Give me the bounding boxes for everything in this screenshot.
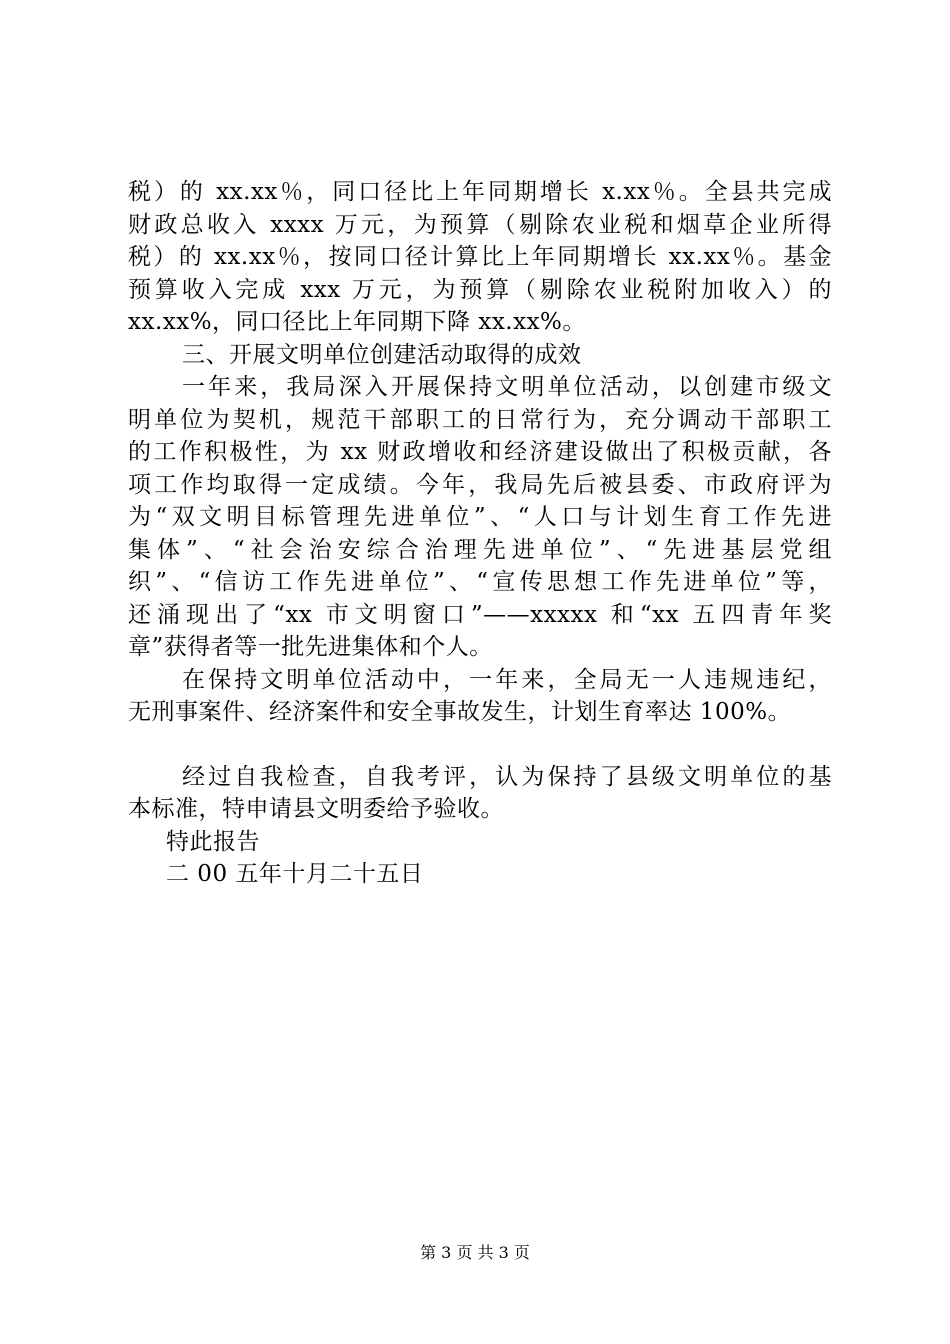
body-line: 织”、“信访工作先进单位”、“宣传思想工作先进单位”等， bbox=[128, 569, 832, 595]
body-line: 明单位为契机，规范干部职工的日常行为，充分调动干部职工 bbox=[128, 406, 832, 433]
body-line: 税）的 xx.xx％，按同口径计算比上年同期增长 xx.xx％。基金 bbox=[128, 244, 832, 270]
body-line: 无刑事案件、经济案件和安全事故发生，计划生育率达 100%。 bbox=[128, 699, 792, 725]
body-line: 项工作均取得一定成绩。今年，我局先后被县委、市政府评为 bbox=[128, 471, 832, 498]
body-line: 章”获得者等一批先进集体和个人。 bbox=[128, 634, 493, 660]
body-line: 经过自我检查，自我考评，认为保持了县级文明单位的基 bbox=[182, 763, 832, 790]
body-line: 本标准，特申请县文明委给予验收。 bbox=[128, 796, 504, 822]
body-line: 在保持文明单位活动中，一年来，全局无一人违规违纪， bbox=[182, 666, 832, 693]
body-line: xx.xx%，同口径比上年同期下降 xx.xx%。 bbox=[128, 309, 586, 335]
paragraph-gap bbox=[128, 729, 832, 761]
page-footer: 第 3 页 共 3 页 bbox=[420, 1243, 530, 1262]
section-heading: 三、开展文明单位创建活动取得的成效 bbox=[182, 341, 582, 368]
document-body bbox=[128, 176, 832, 891]
body-line: 的工作积极性，为 xx 财政增收和经济建设做出了积极贡献，各 bbox=[128, 439, 832, 465]
document-date: 二 00 五年十月二十五日 bbox=[166, 861, 424, 887]
body-line: 一年来，我局深入开展保持文明单位活动，以创建市级文 bbox=[182, 374, 832, 400]
closing-phrase: 特此报告 bbox=[166, 828, 260, 855]
body-line: 税）的 xx.xx％，同口径比上年同期增长 x.xx％。全县共完成 bbox=[128, 179, 832, 205]
body-line: 集体”、“社会治安综合治理先进单位”、“先进基层党组 bbox=[128, 536, 832, 563]
body-line: 为“双文明目标管理先进单位”、“人口与计划生育工作先进 bbox=[128, 504, 832, 530]
body-line: 财政总收入 xxxx 万元，为预算（剔除农业税和烟草企业所得 bbox=[128, 211, 832, 238]
body-line: 还涌现出了“xx 市文明窗口”——xxxxx 和“xx 五四青年奖 bbox=[128, 601, 832, 628]
body-line: 预算收入完成 xxx 万元，为预算（剔除农业税附加收入）的 bbox=[128, 276, 832, 303]
